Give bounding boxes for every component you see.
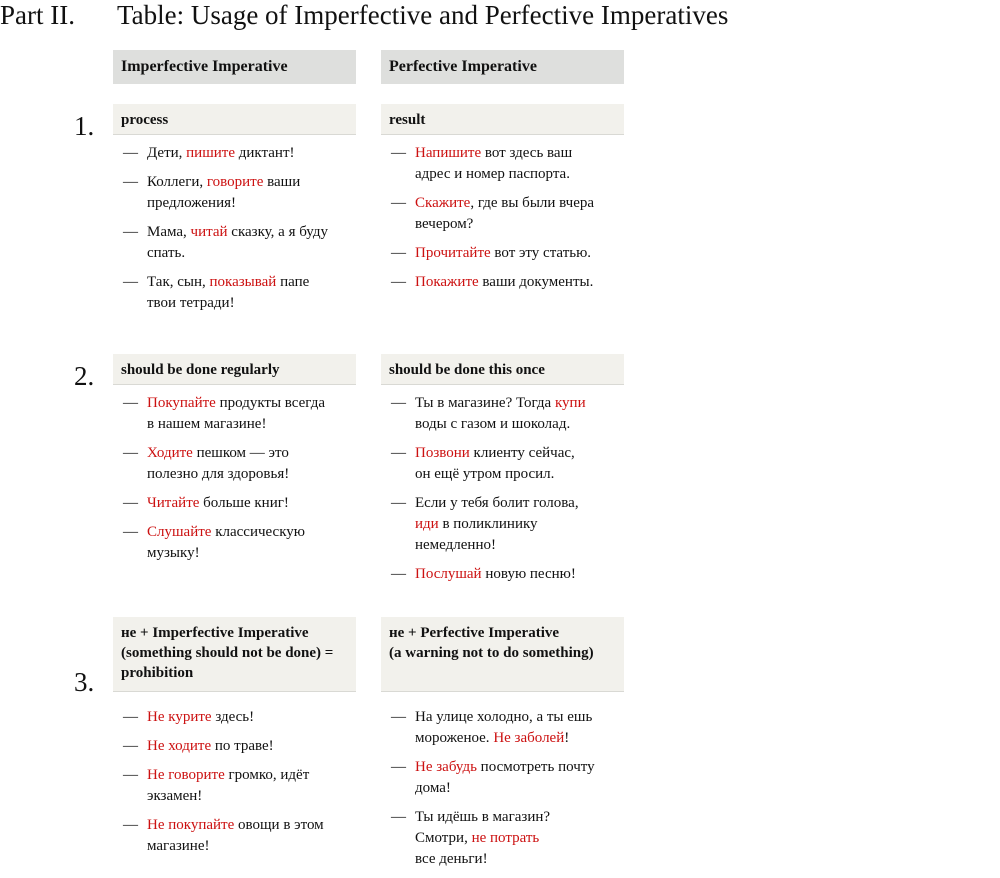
dash-marker: —	[391, 495, 406, 511]
dash-marker: —	[123, 224, 138, 240]
example-text: вот эту статью.	[490, 245, 592, 261]
example-line	[415, 193, 621, 214]
example-line	[415, 807, 621, 828]
section-head-right	[381, 617, 624, 692]
dash-marker: —	[123, 738, 138, 754]
example-text: Мама,	[147, 224, 191, 240]
dash-marker: —	[123, 174, 138, 190]
example-line	[415, 828, 621, 849]
example-item	[113, 815, 353, 857]
example-line	[415, 493, 621, 514]
example-line	[147, 393, 353, 414]
example-line	[415, 535, 621, 556]
example-list-right	[381, 393, 621, 593]
example-item	[381, 493, 621, 556]
section-head-line: не + Perfective Imperative	[389, 625, 560, 641]
example-line	[415, 514, 621, 535]
example-text: по траве!	[211, 738, 274, 754]
example-text: он ещё утром просил.	[415, 466, 555, 482]
section-head-left	[113, 354, 356, 385]
imperative-verb: Покупайте	[147, 395, 216, 411]
example-list-right	[381, 143, 621, 301]
section-head-left	[113, 104, 356, 135]
example-item	[381, 443, 621, 485]
example-item	[381, 272, 621, 293]
example-text: классическую	[211, 524, 305, 540]
example-item	[113, 172, 353, 214]
example-item	[381, 564, 621, 585]
imperative-verb: Покажите	[415, 274, 479, 290]
example-text: здесь!	[211, 709, 255, 725]
example-text: Дети,	[147, 145, 187, 161]
example-text: экзамен!	[147, 788, 203, 804]
imperative-verb: Слушайте	[147, 524, 212, 540]
example-line	[415, 757, 621, 778]
imperative-verb: Скажите	[415, 195, 471, 211]
example-line	[147, 836, 353, 857]
example-text: воды с газом и шоколад.	[415, 416, 571, 432]
imperative-verb: Не курите	[147, 709, 212, 725]
example-line	[147, 143, 353, 164]
imperative-verb: иди	[415, 516, 439, 532]
example-line	[147, 222, 353, 243]
section-head-line: process	[121, 112, 169, 128]
dash-marker: —	[391, 395, 406, 411]
dash-marker: —	[391, 709, 406, 725]
example-text: , где вы были вчера	[470, 195, 595, 211]
section-number: 2.	[74, 361, 95, 391]
imperative-verb: не потрать	[471, 830, 540, 846]
example-line	[147, 464, 353, 485]
example-text: мороженое.	[415, 730, 494, 746]
section-number: 1.	[74, 111, 95, 141]
imperative-verb: Послушай	[415, 566, 482, 582]
example-text: Ты в магазине? Тогда	[415, 395, 555, 411]
example-text: в поликлинику	[438, 516, 538, 532]
part-label: Part II.	[0, 0, 75, 30]
example-item	[113, 707, 353, 728]
example-line	[147, 765, 353, 786]
example-item	[381, 757, 621, 799]
imperative-verb: Не ходите	[147, 738, 212, 754]
example-line	[415, 564, 621, 585]
example-text: адрес и номер паспорта.	[415, 166, 570, 182]
example-text: вот здесь ваш	[481, 145, 573, 161]
page-title: Table: Usage of Imperfective and Perfective Imperatives	[117, 0, 729, 30]
dash-marker: —	[123, 767, 138, 783]
example-item	[381, 807, 621, 870]
example-text: пешком — это	[192, 445, 289, 461]
example-line	[147, 543, 353, 564]
imperative-verb: Читайте	[147, 495, 200, 511]
column-header-imperfective: Imperfective Imperative	[113, 50, 356, 84]
example-line	[147, 443, 353, 464]
example-line	[415, 243, 621, 264]
dash-marker: —	[391, 195, 406, 211]
example-line	[147, 414, 353, 435]
example-text: вечером?	[415, 216, 474, 232]
example-line	[415, 443, 621, 464]
example-text: в нашем магазине!	[147, 416, 267, 432]
example-text: сказку, а я буду	[227, 224, 328, 240]
section-head-line: should be done regularly	[121, 362, 280, 378]
example-text: Ты идёшь в магазин?	[415, 809, 551, 825]
imperative-verb: Не заболей	[493, 730, 565, 746]
example-text: немедленно!	[415, 537, 496, 553]
example-text: твои тетради!	[147, 295, 235, 311]
dash-marker: —	[123, 495, 138, 511]
example-item	[113, 736, 353, 757]
dash-marker: —	[123, 445, 138, 461]
example-line	[147, 707, 353, 728]
dash-marker: —	[391, 145, 406, 161]
example-line	[147, 786, 353, 807]
example-item	[113, 522, 353, 564]
example-line	[147, 243, 353, 264]
example-text: спать.	[147, 245, 186, 261]
example-text: Так, сын,	[147, 274, 210, 290]
example-text: !	[564, 730, 570, 746]
dash-marker: —	[123, 274, 138, 290]
example-line	[415, 728, 621, 749]
dash-marker: —	[391, 759, 406, 775]
example-item	[381, 193, 621, 235]
dash-marker: —	[391, 809, 406, 825]
imperative-verb: Напишите	[415, 145, 482, 161]
example-text: громко, идёт	[224, 767, 310, 783]
example-line	[147, 493, 353, 514]
example-item	[113, 765, 353, 807]
example-text: овощи в этом	[234, 817, 324, 833]
example-text: полезно для здоровья!	[147, 466, 290, 482]
example-text: На улице холодно, а ты ешь	[415, 709, 593, 725]
example-line	[147, 815, 353, 836]
dash-marker: —	[391, 566, 406, 582]
section-head-right	[381, 354, 624, 385]
column-header-perfective: Perfective Imperative	[381, 50, 624, 84]
imperative-verb: Позвони	[415, 445, 470, 461]
example-text: Коллеги,	[147, 174, 207, 190]
dash-marker: —	[123, 709, 138, 725]
example-text: больше книг!	[199, 495, 289, 511]
imperative-verb: Не забудь	[415, 759, 477, 775]
example-line	[415, 393, 621, 414]
example-text: диктант!	[235, 145, 295, 161]
example-item	[381, 143, 621, 185]
example-line	[147, 172, 353, 193]
dash-marker: —	[123, 145, 138, 161]
example-list-left	[113, 707, 353, 865]
imperative-verb: купи	[554, 395, 586, 411]
example-text: дома!	[415, 780, 451, 796]
section-number: 3.	[74, 667, 95, 697]
example-text: Смотри,	[415, 830, 472, 846]
example-line	[147, 522, 353, 543]
example-line	[147, 193, 353, 214]
dash-marker: —	[123, 817, 138, 833]
example-item	[113, 143, 353, 164]
example-text: Если у тебя болит голова,	[415, 495, 579, 511]
example-text: папе	[276, 274, 310, 290]
example-item	[113, 493, 353, 514]
imperative-verb: пишите	[186, 145, 236, 161]
section-head-line: (something should not be done) =	[121, 645, 334, 661]
example-text: клиенту сейчас,	[469, 445, 575, 461]
section-head-line: (a warning not to do something)	[389, 645, 594, 661]
section-head-right	[381, 104, 624, 135]
example-line	[415, 164, 621, 185]
example-text: магазине!	[147, 838, 210, 854]
example-text: продукты всегда	[215, 395, 325, 411]
imperative-verb: говорите	[206, 174, 264, 190]
imperative-verb: Не покупайте	[147, 817, 235, 833]
example-item	[381, 707, 621, 749]
example-list-left	[113, 393, 353, 572]
section-head-line: result	[389, 112, 426, 128]
section-head-line: prohibition	[121, 665, 194, 681]
dash-marker: —	[391, 245, 406, 261]
imperative-verb: показывай	[209, 274, 277, 290]
example-text: новую песню!	[481, 566, 576, 582]
imperative-verb: читай	[190, 224, 228, 240]
example-list-right	[381, 707, 621, 878]
example-line	[147, 272, 353, 293]
example-item	[113, 393, 353, 435]
example-line	[415, 272, 621, 293]
example-text: посмотреть почту	[476, 759, 595, 775]
section-head-left	[113, 617, 356, 692]
dash-marker: —	[391, 445, 406, 461]
dash-marker: —	[391, 274, 406, 290]
example-line	[415, 414, 621, 435]
example-item	[381, 243, 621, 264]
example-line	[415, 707, 621, 728]
example-item	[113, 272, 353, 314]
example-line	[415, 214, 621, 235]
example-item	[113, 222, 353, 264]
example-text: ваши документы.	[478, 274, 594, 290]
section-head-line: should be done this once	[389, 362, 545, 378]
imperative-verb: Не говорите	[147, 767, 225, 783]
imperative-verb: Ходите	[147, 445, 193, 461]
dash-marker: —	[123, 524, 138, 540]
example-item	[113, 443, 353, 485]
example-text: ваши	[263, 174, 301, 190]
example-text: предложения!	[147, 195, 237, 211]
dash-marker: —	[123, 395, 138, 411]
example-list-left	[113, 143, 353, 322]
example-line	[415, 778, 621, 799]
section-head-line: не + Imperfective Imperative	[121, 625, 309, 641]
example-text: музыку!	[147, 545, 200, 561]
example-line	[147, 736, 353, 757]
example-item	[381, 393, 621, 435]
example-text: все деньги!	[415, 851, 488, 867]
example-line	[147, 293, 353, 314]
imperative-verb: Прочитайте	[415, 245, 491, 261]
example-line	[415, 143, 621, 164]
example-line	[415, 464, 621, 485]
